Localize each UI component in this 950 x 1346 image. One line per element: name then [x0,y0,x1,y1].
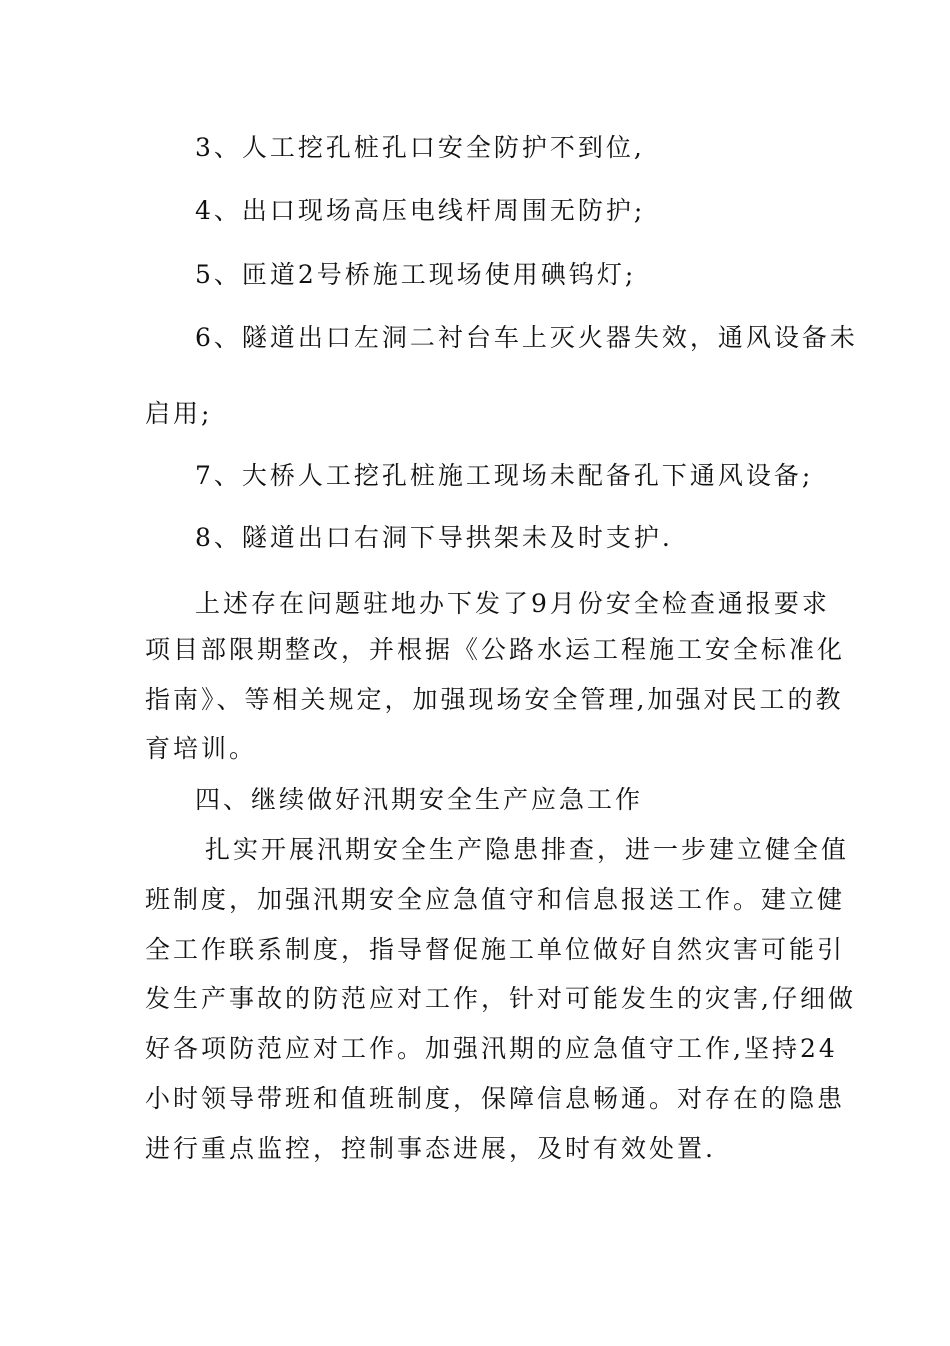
paragraph-line: 班制度，加强汛期安全应急值守和信息报送工作。建立健 [145,885,846,914]
list-item-4: 4、出口现场高压电线杆周围无防护; [195,196,646,225]
list-item-3: 3、人工挖孔桩孔口安全防护不到位, [195,133,645,162]
section-heading: 四、继续做好汛期安全生产应急工作 [195,785,644,814]
paragraph-line: 全工作联系制度，指导督促施工单位做好自然灾害可能引 [145,935,846,964]
paragraph-line: 指南》、等相关规定，加强现场安全管理,加强对民工的教 [145,685,844,714]
list-item-6: 6、隧道出口左洞二衬台车上灭火器失效，通风设备未 [195,323,858,352]
paragraph-line: 扎实开展汛期安全生产隐患排查，进一步建立健全值 [205,835,850,864]
list-item-5: 5、匝道2号桥施工现场使用碘钨灯; [195,260,637,289]
paragraph-line: 进行重点监控，控制事态进展，及时有效处置. [145,1134,716,1163]
paragraph-line: 好各项防范应对工作。加强汛期的应急值守工作,坚持24 [145,1034,838,1063]
paragraph-line: 小时领导带班和值班制度，保障信息畅通。对存在的隐患 [145,1084,846,1113]
paragraph-line: 发生产事故的防范应对工作，针对可能发生的灾害,仔细做 [145,984,856,1013]
list-item-6-continuation: 启用; [145,399,213,428]
list-item-7: 7、大桥人工挖孔桩施工现场未配备孔下通风设备; [195,461,814,490]
paragraph-line: 上述存在问题驻地办下发了9月份安全检查通报要求 [195,589,830,618]
list-item-8: 8、隧道出口右洞下导拱架未及时支护. [195,523,673,552]
paragraph-line: 项目部限期整改，并根据《公路水运工程施工安全标准化 [145,635,846,664]
paragraph-line: 育培训。 [145,734,258,763]
